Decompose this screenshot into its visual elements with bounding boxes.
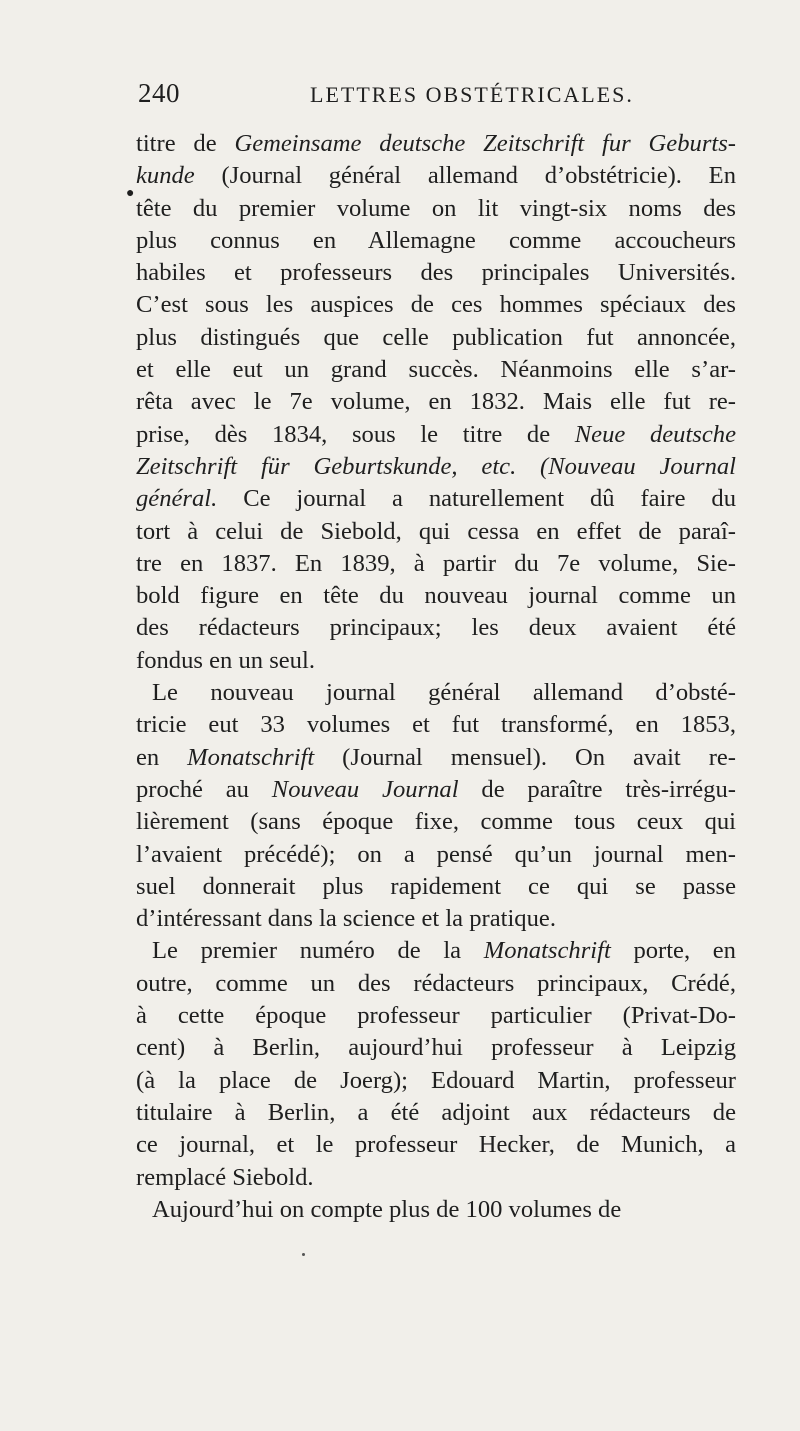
text-line: d’intéressant dans la science et la pratique. bbox=[136, 905, 556, 933]
text-line: C’est sous les auspices de ces hommes spéciaux des bbox=[136, 291, 736, 319]
text-line: Le nouveau journal général allemand d’obsté- bbox=[152, 679, 736, 707]
text-line: tête du premier volume on lit vingt-six noms des bbox=[136, 194, 736, 222]
text-line: fondus en un seul. bbox=[136, 646, 315, 674]
text-line: et elle eut un grand succès. Néanmoins elle s’ar- bbox=[136, 356, 736, 384]
italic-title: Gemeinsame deutsche Zeitschrift fur Geburts- bbox=[234, 130, 736, 157]
text-line: kunde (Journal général allemand d’obstétricie). En bbox=[136, 162, 736, 190]
text-line: titulaire à Berlin, a été adjoint aux rédacteurs de bbox=[136, 1098, 736, 1126]
text-line: tre en 1837. En 1839, à partir du 7e volume, Sie- bbox=[136, 549, 736, 577]
text-line: des rédacteurs principaux; les deux avaient été bbox=[136, 614, 736, 642]
text-line: (à la place de Joerg); Edouard Martin, professeur bbox=[136, 1066, 736, 1094]
text-line: plus distingués que celle publication fut annoncée, bbox=[136, 323, 736, 351]
italic-title: Zeitschrift für Geburtskunde, etc. (Nouveau Journal bbox=[136, 452, 736, 480]
text-line: habiles et professeurs des principales Universités. bbox=[136, 259, 736, 287]
page-number: 240 bbox=[138, 78, 180, 108]
margin-mark-icon: ● bbox=[126, 186, 135, 201]
stray-dot bbox=[302, 1253, 305, 1256]
text-line bbox=[136, 451, 736, 483]
text-line: en Monatschrift (Journal mensuel). On avait re- bbox=[136, 743, 736, 771]
text-line: ce journal, et le professeur Hecker, de Munich, a bbox=[136, 1131, 736, 1159]
text-line: prise, dès 1834, sous le titre de Neue deutsche bbox=[136, 420, 736, 448]
italic-title: Nouveau Journal bbox=[271, 775, 459, 803]
text-line: suel donnerait plus rapidement ce qui se passe bbox=[136, 872, 736, 900]
italic-title: général. bbox=[136, 485, 218, 513]
text-line: cent) à Berlin, aujourd’hui professeur à Leipzig bbox=[136, 1034, 736, 1062]
text-line: proché au Nouveau Journal de paraître très-irrégu- bbox=[136, 775, 736, 803]
body-text bbox=[136, 128, 736, 1226]
text-line: lièrement (sans époque fixe, comme tous ceux qui bbox=[136, 808, 736, 836]
text-line: à cette époque professeur particulier (Privat-Do- bbox=[136, 1002, 736, 1030]
text-line: tricie eut 33 volumes et fut transformé, en 1853, bbox=[136, 711, 736, 739]
italic-title: Monatschrift bbox=[187, 743, 315, 771]
text-line: plus connus en Allemagne comme accoucheurs bbox=[136, 226, 736, 254]
running-title: LETTRES OBSTÉTRICALES. bbox=[310, 82, 634, 107]
text-line: bold figure en tête du nouveau journal comme un bbox=[136, 582, 736, 610]
italic-title: Neue deutsche bbox=[574, 420, 736, 448]
italic-title: Monatschrift bbox=[483, 937, 611, 965]
text-line: tort à celui de Siebold, qui cessa en effet de paraî- bbox=[136, 517, 736, 545]
text-line: Le premier numéro de la Monatschrift porte, en bbox=[152, 937, 736, 965]
text-line: outre, comme un des rédacteurs principaux, Crédé, bbox=[136, 969, 736, 997]
text-line: remplacé Siebold. bbox=[136, 1163, 314, 1191]
text-line: Aujourd’hui on compte plus de 100 volumes de bbox=[152, 1195, 622, 1223]
text-line: titre de Gemeinsame deutsche Zeitschrift fur Geburts- bbox=[136, 130, 736, 157]
italic-title: kunde bbox=[136, 162, 195, 190]
text-line: l’avaient précédé); on a pensé qu’un journal men- bbox=[136, 840, 736, 868]
page-header bbox=[0, 78, 800, 118]
text-line: rêta avec le 7e volume, en 1832. Mais elle fut re- bbox=[136, 388, 736, 416]
text-line: général. Ce journal a naturellement dû faire du bbox=[136, 485, 736, 513]
